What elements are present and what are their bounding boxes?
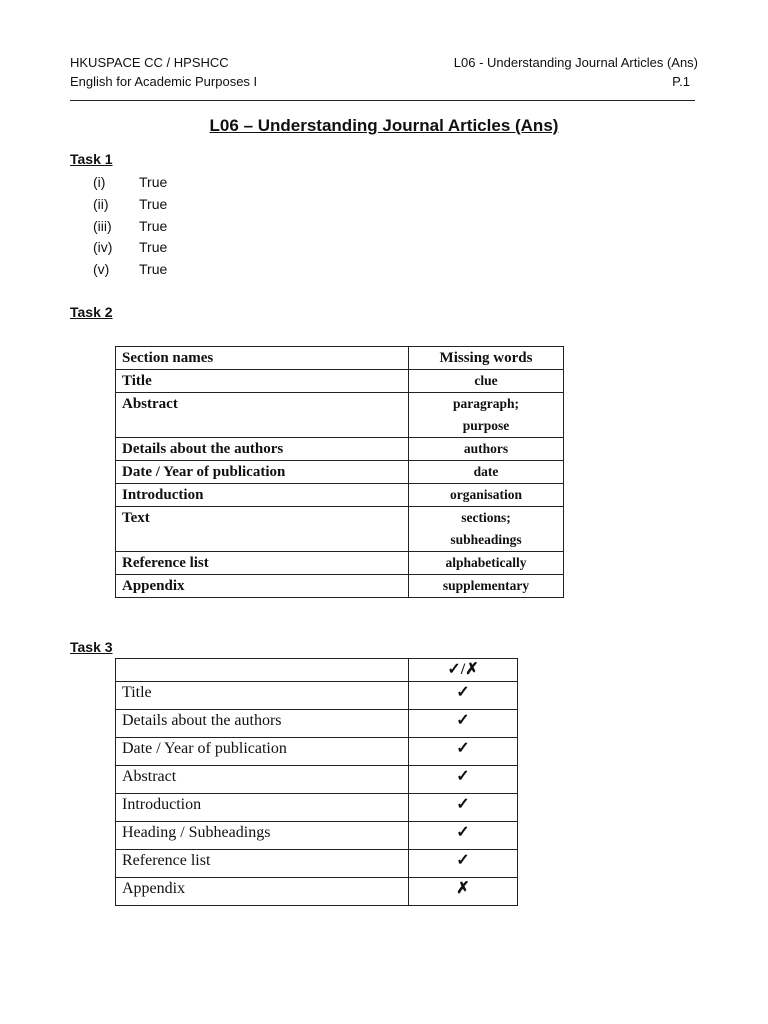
section-name: Abstract <box>116 393 409 438</box>
table-row <box>116 370 564 393</box>
table-row <box>116 438 564 461</box>
table-row <box>116 738 518 766</box>
missing-word <box>409 393 564 438</box>
task2-heading: Task 2 <box>70 304 113 320</box>
item-answer: True <box>139 174 168 190</box>
item-answer: True <box>139 195 168 212</box>
missing-word-line: purpose <box>462 418 510 433</box>
check-icon: ✓ <box>409 766 518 794</box>
check-icon: ✓ <box>409 794 518 822</box>
list-item <box>93 216 167 238</box>
table-row <box>116 507 564 552</box>
check-icon: ✓ <box>409 738 518 766</box>
header-institution: HKUSPACE CC / HPSHCC <box>70 55 229 70</box>
missing-word <box>409 552 564 575</box>
missing-word <box>409 507 564 552</box>
missing-word <box>409 438 564 461</box>
missing-word <box>409 370 564 393</box>
column-header-check-cross: ✓/✗ <box>409 659 518 682</box>
missing-word <box>409 484 564 507</box>
task1-heading: Task 1 <box>70 151 113 167</box>
section-name: Title <box>116 682 409 710</box>
header-course: English for Academic Purposes I <box>70 74 258 89</box>
check-icon: ✓ <box>409 850 518 878</box>
table-row <box>116 710 518 738</box>
table-row <box>116 878 518 906</box>
table-row <box>116 794 518 822</box>
missing-word-line: clue <box>474 373 498 388</box>
task3-table <box>115 658 518 906</box>
check-icon: ✓ <box>409 710 518 738</box>
task1-list <box>93 172 167 281</box>
header-divider <box>70 100 695 101</box>
missing-word-line: alphabetically <box>445 555 527 570</box>
section-name: Heading / Subheadings <box>116 822 409 850</box>
table-row <box>116 850 518 878</box>
column-header-section: Section names <box>116 347 409 370</box>
table-row <box>116 766 518 794</box>
item-number: (iii) <box>93 217 112 234</box>
table-row <box>116 822 518 850</box>
missing-word-line: paragraph; <box>452 396 519 411</box>
section-name: Appendix <box>116 878 409 906</box>
table-row <box>116 461 564 484</box>
check-icon: ✓ <box>409 682 518 710</box>
section-name: Introduction <box>116 484 409 507</box>
missing-word <box>409 461 564 484</box>
section-name: Date / Year of publication <box>116 461 409 484</box>
list-item <box>93 237 167 259</box>
missing-word-line: authors <box>463 441 509 456</box>
section-name: Appendix <box>116 575 409 598</box>
column-header-section <box>116 659 409 682</box>
page-title: L06 – Understanding Journal Articles (Ans) <box>209 116 559 135</box>
item-answer: True <box>139 239 168 256</box>
page-header <box>70 53 698 91</box>
item-number: (iv) <box>93 239 113 256</box>
table-row <box>116 393 564 438</box>
check-icon: ✓ <box>409 822 518 850</box>
table-row <box>116 575 564 598</box>
item-number: (v) <box>93 261 110 278</box>
header-lesson-title: L06 - Understanding Journal Articles (Ans) <box>453 55 698 70</box>
missing-word-line: date <box>473 464 499 479</box>
missing-word-line: organisation <box>449 487 522 502</box>
list-item <box>93 172 167 194</box>
item-answer: True <box>139 261 168 278</box>
missing-word <box>409 575 564 598</box>
table-row <box>116 484 564 507</box>
task3-heading: Task 3 <box>70 639 113 655</box>
cross-icon: ✗ <box>409 878 518 906</box>
list-item <box>93 194 167 216</box>
item-number: (ii) <box>93 195 109 212</box>
section-name: Details about the authors <box>116 710 409 738</box>
column-header-missing-words: Missing words <box>409 347 564 370</box>
missing-word-line: subheadings <box>450 532 522 547</box>
missing-word-line: sections; <box>461 510 511 525</box>
item-number: (i) <box>93 174 106 190</box>
section-name: Abstract <box>116 766 409 794</box>
section-name: Reference list <box>116 552 409 575</box>
section-name: Details about the authors <box>116 438 409 461</box>
task2-table <box>115 346 564 598</box>
table-row <box>116 682 518 710</box>
section-name: Introduction <box>116 794 409 822</box>
table-row <box>116 552 564 575</box>
section-name: Title <box>116 370 409 393</box>
list-item <box>93 259 167 281</box>
table-header-row <box>116 347 564 370</box>
header-page-number: P.1 <box>672 74 690 89</box>
item-answer: True <box>139 217 168 234</box>
section-name: Reference list <box>116 850 409 878</box>
section-name: Text <box>116 507 409 552</box>
table-header-row <box>116 659 518 682</box>
section-name: Date / Year of publication <box>116 738 409 766</box>
missing-word-line: supplementary <box>442 578 530 593</box>
